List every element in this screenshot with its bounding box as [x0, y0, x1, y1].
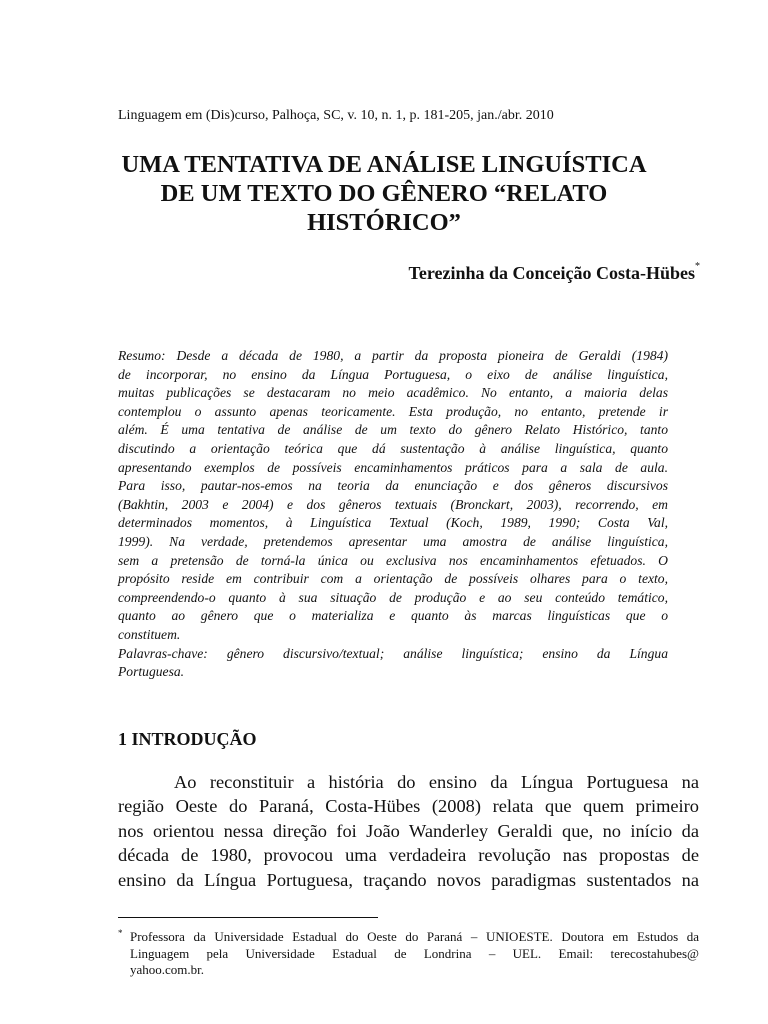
author-name	[408, 259, 700, 284]
body-line: década de 1980, provocou uma verdadeira revolução nas propostas de	[118, 845, 699, 866]
abstract-line: compreendendo-o quanto à sua situação de produção e ao seu conteúdo temático,	[118, 589, 668, 605]
footnote-line: yahoo.com.br.	[130, 962, 205, 977]
title-line: DE UM TEXTO DO GÊNERO “RELATO	[160, 180, 608, 207]
abstract-line: apresentando exemplos de possíveis encaminhamentos práticos para a sala de aula.	[118, 459, 668, 475]
abstract-line: constituem.	[118, 626, 181, 642]
body-line: nos orientou nessa direção foi João Wanderley Geraldi que, no início da	[118, 820, 699, 841]
abstract-line: discutindo a orientação teórica que dá sustentação à análise linguística, quanto	[118, 440, 668, 456]
article-title	[100, 150, 668, 237]
body-line: região Oeste do Paraná, Costa-Hübes (2008) relata que quem primeiro	[118, 796, 699, 817]
title-line: HISTÓRICO”	[307, 209, 461, 236]
body-paragraph	[118, 770, 699, 892]
abstract-line: sem a pretensão de torná-la única ou exclusiva nos encaminhamentos efetuados. O	[118, 552, 668, 568]
abstract-line: além. É uma tentativa de análise de um texto do gênero Relato Histórico, tanto	[118, 422, 668, 438]
footnote-line: Professora da Universidade Estadual do Oeste do Paraná – UNIOESTE. Doutora em Estudos da	[130, 929, 699, 944]
abstract-line: quanto ao gênero que o materializa e quanto às marcas linguísticas que o	[118, 608, 668, 624]
abstract	[118, 347, 668, 682]
abstract-line: determinados momentos, à Linguística Textual (Koch, 1989, 1990; Costa Val,	[118, 515, 668, 531]
abstract-line: de incorporar, no ensino da Língua Portuguesa, o eixo de análise linguística,	[118, 366, 668, 382]
keywords-line: Portuguesa.	[118, 664, 185, 680]
abstract-line: contemplou o assunto apenas teoricamente. Esta produção, no entanto, pretende ir	[118, 403, 668, 419]
footnote-divider	[118, 917, 378, 918]
abstract-line: Para isso, pautar-nos-emos na teoria da enunciação e dos gêneros discursivos	[118, 478, 668, 494]
footnote	[118, 929, 699, 979]
abstract-line: 1999). Na verdade, pretendemos apresentar uma amostra de análise linguística,	[118, 533, 668, 549]
footnote-mark: *	[118, 928, 123, 938]
author-name-text: Terezinha da Conceição Costa-Hübes	[408, 263, 695, 283]
author-footnote-mark: *	[695, 261, 700, 272]
abstract-line: muitas publicações se destacaram no meio acadêmico. No entanto, a maioria delas	[118, 385, 668, 401]
footnote-line: Linguagem pela Universidade Estadual de Londrina – UEL. Email: terecostahubes@	[130, 945, 699, 961]
body-line: ensino da Língua Portuguesa, traçando novos paradigmas sustentados na	[118, 869, 699, 890]
abstract-line: propósito reside em contribuir com a orientação de possíveis olhares para o texto,	[118, 571, 668, 587]
abstract-line: Resumo: Desde a década de 1980, a partir da proposta pioneira de Geraldi (1984)	[118, 348, 668, 363]
section-heading: 1 INTRODUÇÃO	[118, 729, 257, 749]
journal-citation-header: Linguagem em (Dis)curso, Palhoça, SC, v. 10, n. 1, p. 181-205, jan./abr. 2010	[118, 108, 554, 123]
abstract-line: (Bakhtin, 2003 e 2004) e dos gêneros textuais (Bronckart, 2003), recorrendo, em	[118, 496, 668, 512]
title-line: UMA TENTATIVA DE ANÁLISE LINGUÍSTICA	[121, 151, 647, 178]
keywords-line: Palavras-chave: gênero discursivo/textual; análise linguística; ensino da Língua	[118, 645, 668, 661]
body-line: Ao reconstituir a história do ensino da Língua Portuguesa na	[174, 772, 699, 792]
